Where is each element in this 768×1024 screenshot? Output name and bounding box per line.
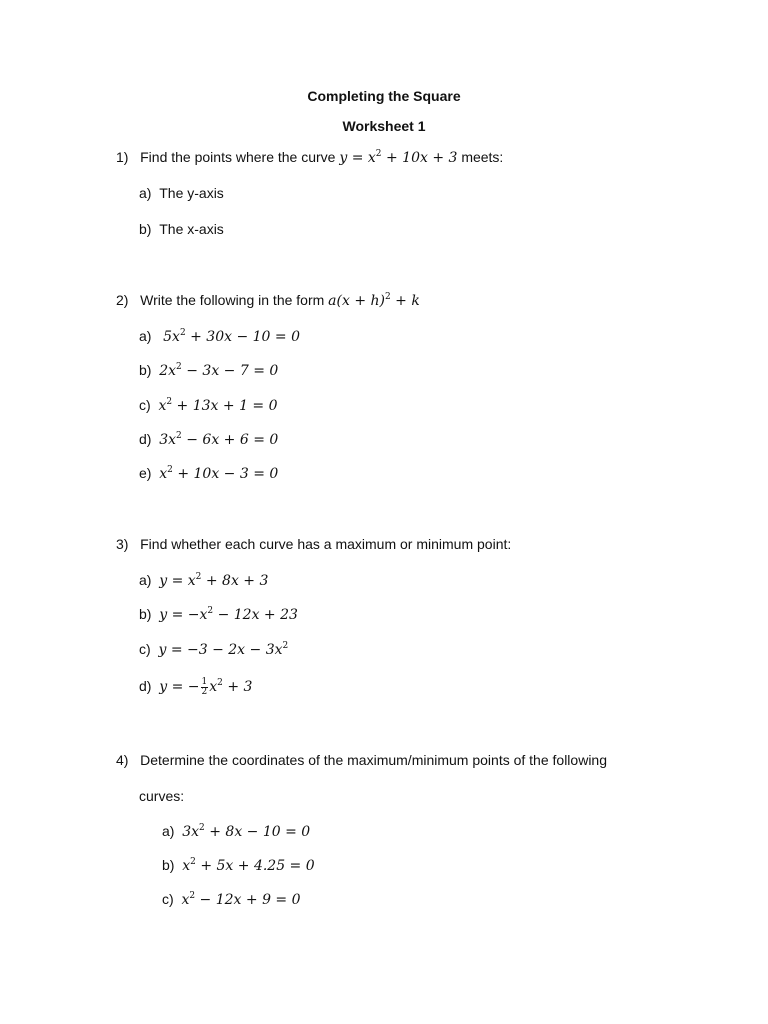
math-expression: $a(x + h)^2 + k$: [328, 292, 420, 309]
question-4-part-a: a) $3x^2 + 8x - 10 = 0$: [162, 823, 311, 840]
math-expression: $y = x^2 + 10x + 3$: [339, 149, 458, 166]
question-number: 2): [116, 292, 129, 308]
question-2-part-c: c) $x^2 + 13x + 1 = 0$: [139, 397, 278, 414]
question-3-part-a: a) $y = x^2 + 8x + 3$: [139, 572, 269, 589]
question-4: [116, 751, 607, 769]
question-4-part-c: c) $x^2 - 12x + 9 = 0$: [162, 891, 301, 908]
question-number: 4): [116, 752, 129, 768]
question-number: 1): [116, 149, 129, 165]
question-4-text-continued: curves:: [139, 788, 185, 804]
question-2-part-d: d) $3x^2 - 6x + 6 = 0$: [139, 431, 279, 448]
fraction: $\frac{1}{2}$: [201, 676, 208, 697]
question-2: [116, 291, 420, 310]
question-3-part-c: c) $y = -3 - 2x - 3x^2$: [139, 641, 289, 658]
question-4-part-b: b) $x^2 + 5x + 4.25 = 0$: [162, 857, 315, 874]
question-2-part-b: b) $2x^2 - 3x - 7 = 0$: [139, 362, 279, 379]
question-number: 3): [116, 536, 129, 552]
question-3-part-b: b) $y = -x^2 - 12x + 23$: [139, 606, 298, 623]
question-text: Write the following in the form: [140, 292, 325, 308]
question-2-part-a: a) $5x^2 + 30x - 10 = 0$: [139, 328, 300, 345]
question-text: Determine the coordinates of the maximum/minimum points of the following: [140, 752, 607, 768]
worksheet-title: Completing the Square: [307, 88, 461, 104]
worksheet-subtitle: Worksheet 1: [342, 118, 426, 134]
question-3-part-d: d) y = − $\frac{1}{2}$ $x^2 + 3$: [139, 676, 253, 697]
question-3: [116, 535, 511, 553]
question-2-part-e: e) $x^2 + 10x - 3 = 0$: [139, 465, 279, 482]
question-1: [116, 148, 503, 167]
question-1-part-b: b) The x-axis: [139, 221, 224, 237]
question-text-end: meets:: [461, 149, 504, 165]
question-text: Find the points where the curve: [140, 149, 336, 165]
question-1-part-a: a) The y-axis: [139, 185, 224, 201]
question-text: Find whether each curve has a maximum or minimum point:: [140, 536, 512, 552]
